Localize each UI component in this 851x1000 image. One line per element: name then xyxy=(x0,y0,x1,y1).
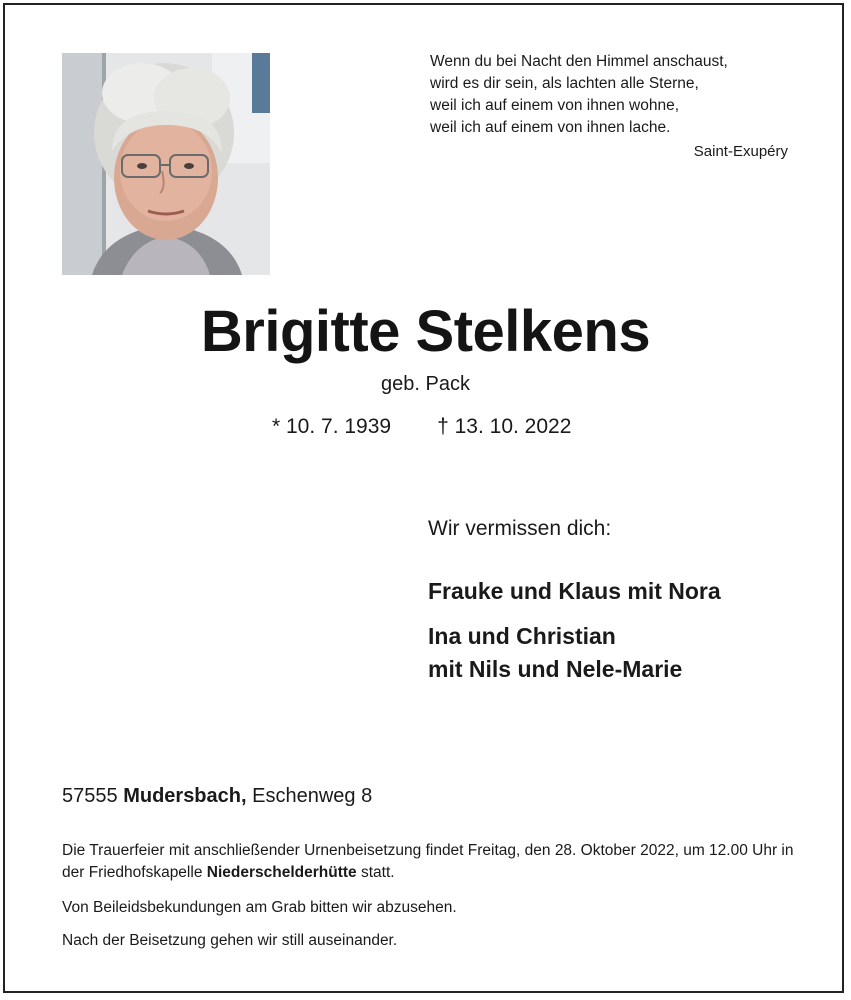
poem-line: Wenn du bei Nacht den Himmel anschaust, xyxy=(430,53,728,70)
life-dates xyxy=(272,415,571,439)
mourner-group xyxy=(428,620,682,686)
mourner-line: Ina und Christian xyxy=(428,623,616,649)
condolence-notice: Von Beileidsbekundungen am Grab bitten wir abzusehen. xyxy=(62,899,457,916)
poem xyxy=(430,51,790,139)
poem-line: wird es dir sein, als lachten alle Sterne, xyxy=(430,75,699,92)
birth-date: * 10. 7. 1939 xyxy=(272,415,392,438)
address-street: Eschenweg 8 xyxy=(252,785,373,807)
portrait-photo xyxy=(62,53,270,275)
ceremony-place: Niederschelderhütte xyxy=(206,864,357,881)
death-date: † 13. 10. 2022 xyxy=(437,415,572,438)
poem-line: weil ich auf einem von ihnen lache. xyxy=(430,119,671,136)
poem-line: weil ich auf einem von ihnen wohne, xyxy=(430,97,680,114)
poem-author: Saint-Exupéry xyxy=(693,143,788,160)
ceremony-text: Die Trauerfeier mit anschließender Urnenbeisetzung findet Freitag, den 28. Oktober 2022, um 12.00 Uhr in der Friedhofskapelle xyxy=(62,842,794,881)
ceremony-text-end: statt. xyxy=(360,864,395,881)
address-city: Mudersbach, xyxy=(123,785,247,807)
mourner-line: mit Nils und Nele-Marie xyxy=(428,656,683,682)
address xyxy=(62,785,372,808)
birth-name: geb. Pack xyxy=(381,373,470,395)
mourners-intro: Wir vermissen dich: xyxy=(428,517,612,540)
ceremony-notice xyxy=(62,840,797,884)
address-zip: 57555 xyxy=(62,785,118,807)
mourner-group: Frauke und Klaus mit Nora xyxy=(428,578,721,604)
after-notice: Nach der Beisetzung gehen wir still auseinander. xyxy=(62,932,398,949)
deceased-name: Brigitte Stelkens xyxy=(200,299,651,364)
